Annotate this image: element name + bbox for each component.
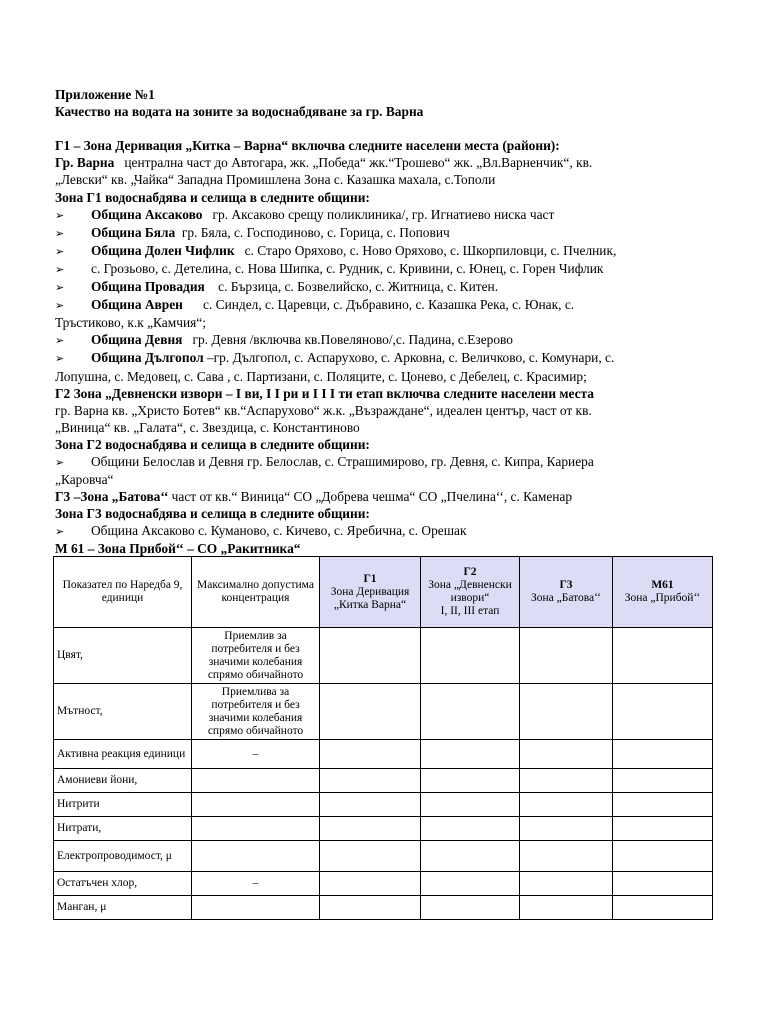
zone-value-cell xyxy=(613,740,713,769)
zone-value-cell xyxy=(613,896,713,920)
zone-value-cell xyxy=(613,841,713,872)
table-row xyxy=(54,769,713,793)
municipality-name: Община Провадия xyxy=(91,279,205,295)
zone-value-cell xyxy=(320,817,421,841)
municipality-item xyxy=(55,224,704,242)
g3-line xyxy=(55,488,704,505)
bullet-arrow-icon: ➢ xyxy=(55,299,65,313)
table-row xyxy=(54,896,713,920)
zone-label: Зона Деривация „Китка Варна“ xyxy=(330,585,410,611)
mac-cell xyxy=(192,769,320,793)
zone-stage: І, ІІ, ІІІ етап xyxy=(440,605,500,617)
zone-code: Г1 xyxy=(363,572,377,585)
municipality-name: Община Долен Чифлик xyxy=(91,242,235,258)
indicator-cell: Мътност, xyxy=(54,684,192,740)
zone-value-cell xyxy=(421,817,520,841)
zone-value-cell xyxy=(421,793,520,817)
bullet-arrow-icon: ➢ xyxy=(55,525,65,539)
indicator-cell: Електропроводимост, μ xyxy=(54,841,192,872)
g1-varna-line1 xyxy=(55,154,704,171)
municipality-item-continued: Лопушна, с. Медовец, с. Сава , с. Партизани, с. Поляците, с. Цонево, с Дебелец, с. Красимир; xyxy=(55,368,587,384)
zone-label: Зона „Девненски извори“ xyxy=(428,579,512,604)
g2-municipalities-heading: Зона Г2 водоснабдява и селища в следните общини: xyxy=(55,436,370,452)
municipality-settlements: с. Грозьово, с. Детелина, с. Нова Шипка, с. Рудник, с. Кривини, с. Юнец, с. Горен Чифлик xyxy=(91,260,604,276)
zone-value-cell xyxy=(320,841,421,872)
indicator-cell: Нитрати, xyxy=(54,817,192,841)
zone-value-cell xyxy=(520,896,613,920)
indicator-cell: Цвят, xyxy=(54,628,192,684)
col-header-zone-g1 xyxy=(320,557,421,628)
municipality-item-continued: Тръстиково, к.к „Камчия“; xyxy=(55,315,206,331)
indicator-cell: Амониеви йони, xyxy=(54,769,192,793)
zone-code: М61 xyxy=(651,579,674,591)
municipality-settlements: с. Синдел, с. Царевци, с. Дъбравино, с. Казашка Река, с. Юнак, с. xyxy=(203,297,575,313)
municipality-settlements: с. Бързица, с. Бозвелийско, с. Житница, с. Китен. xyxy=(218,279,499,295)
zone-value-cell xyxy=(520,841,613,872)
mac-cell xyxy=(192,841,320,872)
col-header-zone-m61 xyxy=(613,557,713,628)
zone-value-cell xyxy=(320,684,421,740)
municipality-item xyxy=(55,278,704,296)
g1-varna-line2: „Левски“ кв. „Чайка“ Западна Промишлена Зона с. Казашка махала, с.Тополи xyxy=(55,172,496,188)
g1-municipalities-heading: Зона Г1 водоснабдява и селища в следните общини: xyxy=(55,189,370,205)
municipality-settlements: с. Старо Оряхово, с. Ново Оряхово, с. Шкорпиловци, с. Пчелник, xyxy=(244,242,617,258)
indicator-cell: Активна реакция единици xyxy=(54,740,192,769)
municipality-name: Община Девня xyxy=(91,332,183,348)
varna-text: централна част до Автогара, жк. „Победа“ жк.“Трошево“ жк. „Вл.Варненчик“, кв. xyxy=(124,155,593,171)
zone-label: Зона „Прибой‘‘ xyxy=(624,592,701,604)
municipality-item xyxy=(55,242,704,260)
table-header-row xyxy=(54,557,713,628)
municipality-settlements: Община Аксаково с. Куманово, с. Кичево, с. Яребична, с. Орешак xyxy=(91,523,467,539)
zone-value-cell xyxy=(613,872,713,896)
zone-value-cell xyxy=(421,769,520,793)
municipality-settlements: гр. Девня /включва кв.Повеляново/,с. Падина, с.Езерово xyxy=(192,332,513,348)
document-text xyxy=(55,86,704,558)
col-header-mac: Максимално допустима концентрация xyxy=(192,557,320,628)
municipality-settlements: –гр. Дългопол, с. Аспарухово, с. Арковна, с. Величково, с. Комунари, с. xyxy=(206,350,615,366)
zone-value-cell xyxy=(320,628,421,684)
indicator-cell: Манган, μ xyxy=(54,896,192,920)
municipality-item xyxy=(55,453,704,471)
municipality-settlements: гр. Бяла, с. Господиново, с. Горица, с. Попович xyxy=(181,224,450,240)
zone-value-cell xyxy=(613,769,713,793)
varna-city-label: Гр. Варна xyxy=(55,155,115,171)
municipality-name: Община Аксаково xyxy=(91,206,203,222)
municipality-settlements: гр. Аксаково срещу поликлиника/, гр. Игнатиево ниска част xyxy=(212,206,555,222)
g2-line2: „Виница“ кв. „Галата“, с. Звездица, с. Константиново xyxy=(55,419,360,435)
indicator-cell: Нитрити xyxy=(54,793,192,817)
zone-value-cell xyxy=(613,793,713,817)
zone-value-cell xyxy=(520,872,613,896)
zone-value-cell xyxy=(320,896,421,920)
zone-value-cell xyxy=(520,769,613,793)
table-row xyxy=(54,841,713,872)
municipality-item xyxy=(55,522,704,540)
zone-value-cell xyxy=(613,817,713,841)
mac-cell: – xyxy=(192,872,320,896)
g2-line1: гр. Варна кв. „Христо Ботев“ кв.“Аспарухово“ ж.к. „Възраждане“, идеален център, част от кв. xyxy=(55,402,592,418)
table-row xyxy=(54,793,713,817)
municipality-name: Община Бяла xyxy=(91,224,176,240)
zone-value-cell xyxy=(613,628,713,684)
mac-cell xyxy=(192,793,320,817)
municipality-name: Община Дългопол xyxy=(91,350,204,366)
zone-code: Г3 xyxy=(559,579,573,591)
zone-value-cell xyxy=(320,769,421,793)
zone-value-cell xyxy=(520,684,613,740)
g3-heading: Г3 –Зона „Батова‘‘ xyxy=(55,489,169,505)
g3-municipalities-heading: Зона Г3 водоснабдява и селища в следните общини: xyxy=(55,506,370,522)
bullet-arrow-icon: ➢ xyxy=(55,226,65,240)
col-header-zone-g2 xyxy=(421,557,520,628)
bullet-arrow-icon: ➢ xyxy=(55,334,65,348)
mac-cell xyxy=(192,817,320,841)
municipality-item xyxy=(55,331,704,349)
mac-cell: – xyxy=(192,740,320,769)
col-header-indicator: Показател по Наредба 9, единици xyxy=(54,557,192,628)
table-row xyxy=(54,740,713,769)
bullet-arrow-icon: ➢ xyxy=(55,262,65,276)
zone-value-cell xyxy=(421,740,520,769)
municipality-item xyxy=(55,206,704,224)
g2-heading: Г2 Зона „Девненски извори – І ви, І І ри и І І І ти етап включва следните населени места xyxy=(55,385,594,401)
bullet-arrow-icon: ➢ xyxy=(55,455,65,469)
municipality-item-continued: „Каровча“ xyxy=(55,472,114,488)
zone-value-cell xyxy=(421,872,520,896)
zone-value-cell xyxy=(320,740,421,769)
zone-code: Г2 xyxy=(463,566,477,578)
g3-text: част от кв.“ Виница“ СО „Добрева чешма“ СО „Пчелина‘‘, с. Каменар xyxy=(168,489,573,505)
zone-value-cell xyxy=(421,684,520,740)
zone-value-cell xyxy=(520,817,613,841)
zone-value-cell xyxy=(613,684,713,740)
municipality-name: Община Аврен xyxy=(91,297,183,313)
col-header-zone-g3 xyxy=(520,557,613,628)
zone-label: Зона „Батова‘‘ xyxy=(531,592,601,604)
zone-value-cell xyxy=(421,841,520,872)
g1-heading: Г1 – Зона Деривация „Китка – Варна“ включва следните населени места (райони): xyxy=(55,138,560,154)
zone-value-cell xyxy=(421,896,520,920)
spacer xyxy=(55,120,704,137)
zone-value-cell xyxy=(421,628,520,684)
municipality-item xyxy=(55,296,704,314)
zone-value-cell xyxy=(520,793,613,817)
table-row xyxy=(54,817,713,841)
zone-value-cell xyxy=(320,793,421,817)
bullet-arrow-icon: ➢ xyxy=(55,244,65,258)
bullet-arrow-icon: ➢ xyxy=(55,208,65,222)
table-row xyxy=(54,872,713,896)
mac-cell: Приемлив за потребителя и без значими колебания спрямо обичайното xyxy=(192,628,320,684)
bullet-arrow-icon: ➢ xyxy=(55,352,65,366)
appendix-title: Приложение №1 xyxy=(55,87,155,102)
water-quality-table xyxy=(53,556,713,920)
table-row xyxy=(54,628,713,684)
zone-value-cell xyxy=(520,740,613,769)
municipality-item xyxy=(55,260,704,278)
table-row xyxy=(54,684,713,740)
appendix-subtitle: Качество на водата на зоните за водоснабдяване за гр. Варна xyxy=(55,104,424,120)
mac-cell: Приемлива за потребителя и без значими колебания спрямо обичайното xyxy=(192,684,320,740)
municipality-item xyxy=(55,349,704,367)
zone-value-cell xyxy=(320,872,421,896)
municipality-settlements: Общини Белослав и Девня гр. Белослав, с. Страшимирово, гр. Девня, с. Кипра, Кариера xyxy=(91,453,594,469)
zone-value-cell xyxy=(520,628,613,684)
mac-cell xyxy=(192,896,320,920)
m61-heading: М 61 – Зона Прибой‘‘ – СО „Ракитника“ xyxy=(55,541,301,557)
indicator-cell: Остатъчен хлор, xyxy=(54,872,192,896)
bullet-arrow-icon: ➢ xyxy=(55,281,65,295)
